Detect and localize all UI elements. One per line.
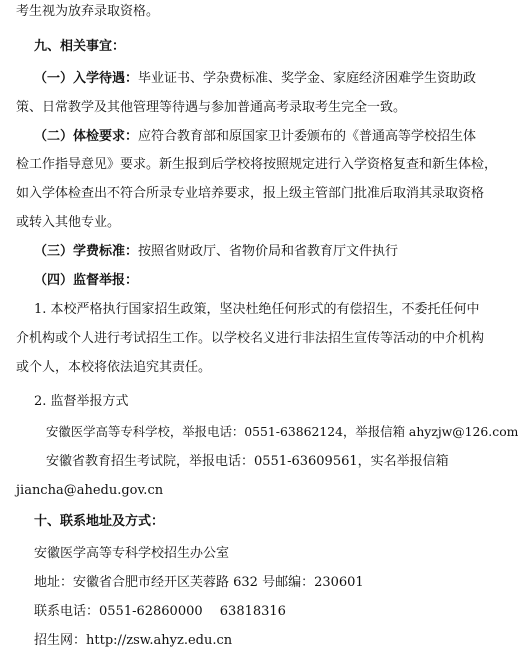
- text-line: 考生视为放弃录取资格。: [16, 4, 160, 19]
- section-heading-9: 九、相关事宜：: [34, 39, 126, 54]
- paragraph-line: 1. 本校严格执行国家招生政策，坚决杜绝任何形式的有偿招生，不委托任何中: [34, 302, 480, 317]
- paragraph-line: 检工作指导意见》要求。新生报到后学校将按照规定进行入学资格复查和新生体检，: [16, 157, 498, 172]
- paragraph-line: 或个人，本校将依法追究其责任。: [16, 360, 212, 375]
- paragraph-line: [34, 69, 476, 89]
- section-heading-10: 十、联系地址及方式：: [34, 514, 165, 529]
- contact-address: 地址：安徽省合肥市经开区芙蓉路 632 号邮编：230601: [34, 575, 364, 590]
- paragraph-line: 或转入其他专业。: [16, 215, 121, 230]
- report-line: 安徽医学高等专科学校，举报电话：0551-63862124，举报信箱 ahyzjw@126.com: [46, 424, 518, 439]
- paragraph-line: [34, 242, 398, 262]
- contact-org: 安徽医学高等专科学校招生办公室: [34, 546, 230, 561]
- report-line: 安徽省教育招生考试院，举报电话：0551-63609561，实名举报信箱: [46, 454, 449, 469]
- paragraph-line: 介机构或个人进行考试招生工作。以学校名义进行非法招生宣传等活动的中介机构: [16, 331, 485, 346]
- item-text: 毕业证书、学杂费标准、奖学金、家庭经济困难学生资助政: [138, 71, 477, 86]
- item-text: 按照省财政厅、省物价局和省教育厅文件执行: [138, 244, 399, 259]
- paragraph-line: 2. 监督举报方式: [34, 394, 129, 409]
- item-label: （一）入学待遇：: [34, 71, 139, 86]
- item-label: （二）体检要求：: [34, 129, 139, 144]
- paragraph-line: [34, 127, 476, 147]
- contact-website: 招生网：http://zsw.ahyz.edu.cn: [34, 633, 233, 648]
- paragraph-line: [34, 271, 138, 291]
- report-email: jiancha@ahedu.gov.cn: [16, 483, 164, 498]
- paragraph-line: 如入学体检查出不符合所录专业培养要求，报上级主管部门批准后取消其录取资格: [16, 186, 485, 201]
- item-label: （三）学费标准：: [34, 244, 139, 259]
- item-label: （四）监督举报：: [34, 273, 139, 288]
- contact-phone: 联系电话：0551-62860000 63818316: [34, 604, 286, 619]
- item-text: 应符合教育部和原国家卫计委颁布的《普通高等学校招生体: [138, 129, 477, 144]
- paragraph-line: 策、日常教学及其他管理等待遇与参加普通高考录取考生完全一致。: [16, 100, 407, 115]
